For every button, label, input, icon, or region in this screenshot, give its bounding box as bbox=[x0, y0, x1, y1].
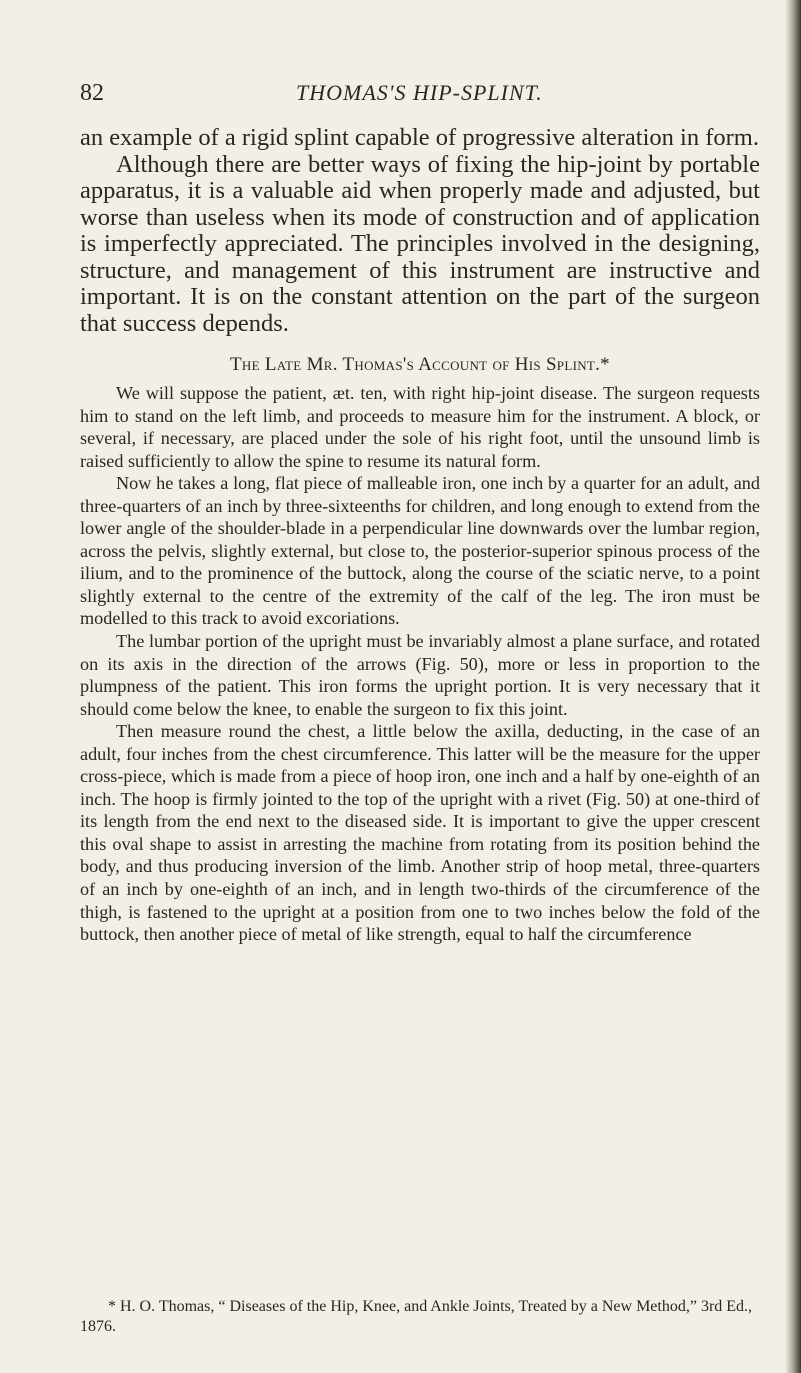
section-paragraph-3: The lumbar portion of the upright must be invariably almost a plane surface, and rotated on its axis in the direction of the arrows (Fig. 50), more or less in proportion to the plumpness of the patient. This iron forms the upright portion. It is very necessary that it should come below the knee, to enable the surgeon to fix this joint. bbox=[80, 631, 760, 719]
running-title: THOMAS'S HIP-SPLINT. bbox=[296, 80, 543, 105]
intro-text bbox=[80, 125, 760, 337]
page-header bbox=[80, 80, 760, 110]
section-heading: The Late Mr. Thomas's Account of His Splint.* bbox=[230, 354, 610, 375]
footnote bbox=[80, 1297, 760, 1337]
section-paragraph-2: Now he takes a long, flat piece of malleable iron, one inch by a quarter for an adult, and three-quarters of an inch by three-sixteenths for children, and long enough to extend from the lower angle of the shoulder-blade in a perpendicular line downwards over the lumbar region, across the pelvis, slightly external, but close to, the posterior-superior spinous process of the ilium, and to the prominence of the buttock, along the course of the sciatic nerve, to a point slightly external to the centre of the extremity of the calf of the leg. The iron must be modelled to this track to avoid excoriations. bbox=[80, 473, 760, 629]
footnote-text: * H. O. Thomas, “ Diseases of the Hip, Knee, and Ankle Joints, Treated by a New Method,” 3rd Ed., 1876. bbox=[80, 1298, 753, 1335]
section-paragraph-1: We will suppose the patient, æt. ten, with right hip-joint disease. The surgeon requests him to stand on the left limb, and proceeds to measure him for the instrument. A block, or several, if necessary, are placed under the sole of his right foot, until the unsound limb is raised sufficiently to allow the spine to resume its natural form. bbox=[80, 383, 760, 471]
page-edge-shadow bbox=[785, 0, 801, 1373]
section-paragraph-4: Then measure round the chest, a little below the axilla, deducting, in the case of an adult, four inches from the chest circumference. This latter will be the measure for the upper cross-piece, which is made from a piece of hoop iron, one inch and a half by one-eighth of an inch. The hoop is firmly jointed to the top of the upright with a rivet (Fig. 50) at one-third of its length from the end next to the diseased side. It is important to give the upper crescent this oval shape to assist in arresting the machine from rotating from its position behind the body, and thus producing inversion of the limb. Another strip of hoop metal, three-quarters of an inch by one-eighth of an inch, and in length two-thirds of the circumference of the thigh, is fastened to the upright at a position from one to two inches below the fold of the buttock, then another piece of metal of like strength, equal to half the circumference bbox=[80, 721, 760, 945]
page-number: 82 bbox=[80, 80, 104, 106]
section-body bbox=[80, 382, 760, 946]
intro-paragraph-2: Although there are better ways of fixing the hip-joint by portable apparatus, it is a valuable aid when properly made and adjusted, but worse than useless when its mode of construction and of application is imperfectly appreciated. The principles involved in the designing, structure, and management of this instrument are instructive and important. It is on the constant attention on the part of the surgeon that success depends. bbox=[80, 150, 760, 337]
intro-paragraph-1: an example of a rigid splint capable of progressive alteration in form. bbox=[80, 124, 759, 151]
